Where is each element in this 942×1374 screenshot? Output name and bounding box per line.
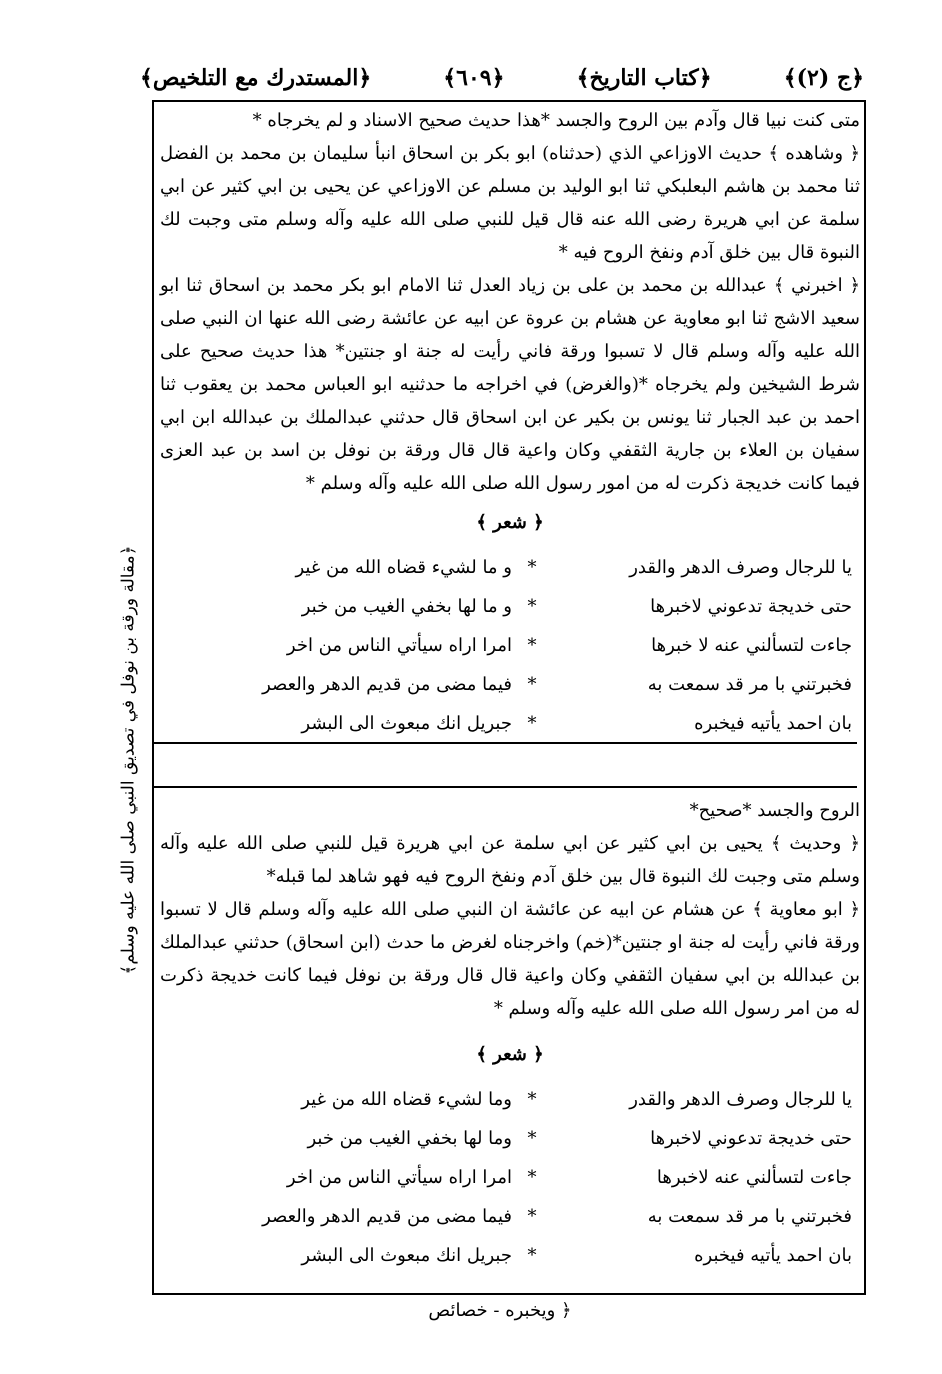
- poem-verse: [160, 665, 860, 704]
- mustadrak-text: [160, 104, 860, 500]
- verse-separator: *: [527, 635, 537, 656]
- verse-separator: *: [527, 1167, 537, 1188]
- paragraph: ﴿ ابو معاوية ﴾ عن هشام عن ابيه عن عائشة ان النبي صلى الله عليه وآله وسلم قال لا تسبوا ورقة فاني رأيت له جنة او جنتين*(خم) واخرجناه لغرض ما حدث (ابن اسحاق) حدثني عبدالملك بن عبدالله بن ابي سفيان الثقفي وكان واعية قال قال ورقة بن نوفل فيما كانت خديجة ذكرت له من امر رسول الله صلى الله عليه وآله وسلم *: [160, 899, 860, 1019]
- verse-separator: *: [527, 1089, 537, 1110]
- page-header: [140, 58, 864, 98]
- verse-separator: *: [527, 1206, 537, 1227]
- paragraph: متى كنت نبيا قال وآدم بين الروح والجسد *هذا حديث صحيح الاسناد و لم يخرجاه *: [252, 110, 860, 131]
- footer-note: ﴿ ويخبره - خصائص: [428, 1300, 572, 1321]
- poem-verse: [160, 1080, 860, 1119]
- section-divider: [152, 742, 857, 744]
- poem-verse: [160, 1119, 860, 1158]
- poem-verse: [160, 1236, 860, 1275]
- second-hemistich: فيما مضى من قديم الدهر والعصر: [262, 1206, 512, 1227]
- poem-verse: [160, 626, 860, 665]
- second-hemistich: جبريل انك مبعوث الى البشر: [301, 1245, 512, 1266]
- second-hemistich: امرا اراه سيأتي الناس من اخر: [286, 635, 512, 656]
- second-hemistich: فيما مضى من قديم الدهر والعصر: [262, 674, 512, 695]
- verse-separator: *: [527, 557, 537, 578]
- poem-verse: [160, 704, 860, 743]
- talkhis-text: [160, 794, 860, 1025]
- poem-verse: [160, 1197, 860, 1236]
- poem-lower: [160, 1080, 860, 1275]
- first-hemistich: جاءت لتسألني عنه لاخبرها: [656, 1167, 852, 1188]
- paragraph: الروح والجسد *صحيح*: [689, 800, 860, 821]
- verse-separator: *: [527, 1128, 537, 1149]
- margin-note-text: ﴿مقالة ورقة بن نوفل في تصديق النبي صلى الله عليه وسلم﴾: [118, 545, 139, 975]
- first-hemistich: يا للرجال وصرف الدهر والقدر: [629, 557, 852, 578]
- first-hemistich: فخبرتني با مر قد سمعت به: [647, 674, 852, 695]
- first-hemistich: جاءت لتسألني عنه لا خبرها: [651, 635, 852, 656]
- book-title: ﴿المستدرك مع التلخيص﴾: [140, 65, 372, 91]
- second-hemistich: وما لها بخفي الغيب من خبر: [307, 1128, 512, 1149]
- first-hemistich: بان احمد يأتيه فيخبره: [694, 713, 852, 734]
- poem-verse: [160, 587, 860, 626]
- poem-upper: [160, 548, 860, 743]
- page-number: ﴿٦٠٩﴾: [443, 65, 505, 91]
- first-hemistich: بان احمد يأتيه فيخبره: [694, 1245, 852, 1266]
- second-hemistich: وما لشيء قضاه الله من غير: [301, 1089, 512, 1110]
- second-hemistich: امرا اراه سيأتي الناس من اخر: [286, 1167, 512, 1188]
- poem-heading: ﴿ شعر ﴾: [476, 512, 544, 533]
- second-hemistich: جبريل انك مبعوث الى البشر: [301, 713, 512, 734]
- paragraph: ﴿ وشاهده ﴾ حديث الاوزاعي الذي (حدثناه) ابو بكر بن اسحاق انبأ سليمان بن محمد بن الفضل ثنا محمد بن هاشم البعلبكي ثنا ابو الوليد بن مسلم عن الاوزاعي عن يحيى بن ابي كثير عن ابي سلمة عن ابي هريرة رضى الله عنه قال قيل للنبي صلى الله عليه وآله وسلم متى وجبت لك النبوة قال بين خلق آدم ونفخ الروح فيه *: [160, 143, 860, 263]
- verse-separator: *: [527, 1245, 537, 1266]
- poem-verse: [160, 1158, 860, 1197]
- first-hemistich: حتى خديجة تدعوني لاخبرها: [650, 1128, 852, 1149]
- verse-separator: *: [527, 713, 537, 734]
- verse-separator: *: [527, 596, 537, 617]
- poem-verse: [160, 548, 860, 587]
- poem-heading: ﴿ شعر ﴾: [476, 1044, 544, 1065]
- first-hemistich: يا للرجال وصرف الدهر والقدر: [629, 1089, 852, 1110]
- second-hemistich: و ما لها بخفي الغيب من خبر: [301, 596, 512, 617]
- first-hemistich: فخبرتني با مر قد سمعت به: [647, 1206, 852, 1227]
- volume-number: ﴿ج (٢)﴾: [783, 65, 864, 91]
- chapter-title: ﴿كتاب التاريخ﴾: [576, 65, 712, 91]
- section-divider: [152, 786, 857, 788]
- verse-separator: *: [527, 674, 537, 695]
- second-hemistich: و ما لشيء قضاه الله من غير: [295, 557, 512, 578]
- paragraph: ﴿ اخبرني ﴾ عبدالله بن محمد بن على بن زياد العدل ثنا الامام ابو بكر محمد بن اسحاق ثنا ابو سعيد الاشج ثنا ابو معاوية عن هشام بن عروة عن ابيه عن عائشة رضى الله عنها ان النبي صلى الله عليه وآله وسلم قال لا تسبوا ورقة فاني رأيت له جنة او جنتين* هذا حديث صحيح على شرط الشيخين ولم يخرجاه *(والغرض) في اخراجه ما حدثنيه ابو العباس محمد بن يعقوب ثنا احمد بن عبد الجبار ثنا يونس بن بكير عن ابن اسحاق قال حدثني عبدالملك بن عبدالله ابن ابي سفيان بن العلاء بن جارية الثقفي وكان واعية قال قال ورقة بن نوفل بن اسد بن عبد العزى فيما كانت خديجة ذكرت له من امور رسول الله صلى الله عليه وآله وسلم *: [160, 275, 860, 494]
- first-hemistich: حتى خديجة تدعوني لاخبرها: [650, 596, 852, 617]
- paragraph: ﴿ وحديث ﴾ يحيى بن ابي كثير عن ابي سلمة عن ابي هريرة قيل للنبي صلى الله عليه وآله وسلم متى وجبت لك النبوة قال بين خلق آدم ونفخ الروح فيه فهو شاهد لما قبله*: [160, 833, 860, 887]
